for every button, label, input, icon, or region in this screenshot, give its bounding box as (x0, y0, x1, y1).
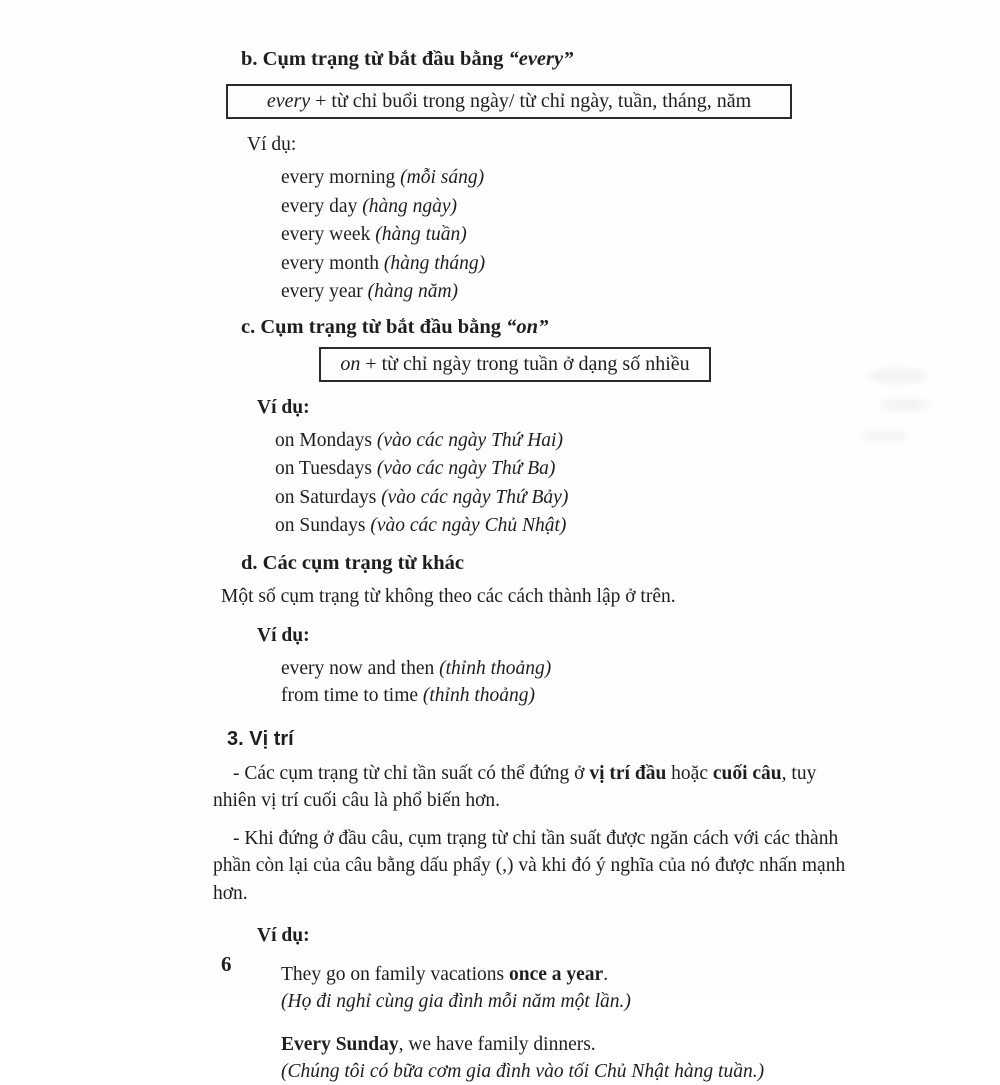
example-en: on Mondays (275, 429, 377, 451)
example-en: every month (281, 252, 384, 274)
list-item (281, 250, 863, 279)
list-item (281, 221, 863, 250)
list-item (275, 512, 863, 541)
sentence-example-1 (281, 961, 863, 1015)
list-item (275, 484, 863, 513)
example-en: every morning (281, 167, 401, 188)
formula-every-rest: + từ chỉ buổi trong ngày/ từ chỉ ngày, tuần, tháng, năm (310, 90, 752, 112)
sentence-vi: (Họ đi nghỉ cùng gia đình mỗi năm một lần.) (281, 991, 631, 1012)
example-en: on Sundays (275, 515, 371, 536)
example-en: on Tuesdays (275, 458, 377, 479)
example-vi: (hàng ngày) (362, 195, 457, 217)
list-item (275, 427, 863, 456)
position-paragraph-1 (213, 760, 863, 815)
sentence-en (281, 1031, 863, 1058)
example-en: every now and then (281, 657, 440, 679)
list-item (281, 193, 863, 222)
example-vi: (hàng tháng) (383, 252, 486, 274)
example-en: every year (281, 281, 368, 302)
sentence-text: They go on family vacations (281, 964, 509, 985)
list-item (281, 164, 863, 193)
example-vi: (vào các ngày Thứ Bảy) (381, 486, 569, 508)
example-label: Ví dụ: (257, 925, 310, 946)
formula-box-every (226, 84, 792, 119)
example-vi: (thỉnh thoảng) (439, 657, 552, 679)
example-list-other (281, 655, 863, 709)
section-b-keyword: “every” (508, 48, 574, 70)
example-en: on Saturdays (275, 486, 382, 508)
example-en: from time to time (281, 684, 423, 706)
formula-every-keyword: every (266, 90, 311, 112)
example-vi: (hàng năm) (367, 281, 459, 302)
sentence-bold: once a year (508, 964, 604, 985)
example-label: Ví dụ: (257, 396, 310, 418)
example-vi: (mỗi sáng) (400, 167, 485, 188)
example-en: every day (281, 195, 363, 217)
sentence-bold: Every Sunday (281, 1034, 399, 1055)
paragraph-text: , tuy nhiên vị trí cuối câu là phổ biến hơn. (213, 762, 817, 811)
example-list-every (281, 164, 863, 307)
example-vi: (hàng tuần) (375, 224, 467, 245)
section-3-heading: 3. Vị trí (227, 727, 294, 750)
example-vi: (thỉnh thoảng) (422, 684, 536, 706)
section-b-heading (241, 46, 863, 72)
formula-box-on (319, 347, 711, 382)
section-d-intro: Một số cụm trạng từ không theo các cách thành lập ở trên. (221, 585, 676, 607)
paragraph-bold: vị trí đầu (589, 762, 667, 784)
section-c-keyword: “on” (506, 315, 549, 338)
list-item (281, 682, 863, 709)
scan-artifact (862, 430, 908, 442)
position-paragraph-2: - Khi đứng ở đầu câu, cụm trạng từ chỉ tần suất được ngăn cách với các thành phần còn lại của câu bằng dấu phẩy (,) và khi đó ý nghĩa của nó được nhấn mạnh hơn. (213, 827, 846, 904)
paragraph-bold: cuối câu (712, 762, 782, 784)
page-number: 6 (221, 952, 232, 976)
sentence-example-2 (281, 1031, 863, 1085)
paragraph-text: hoặc (666, 762, 713, 784)
paragraph-text: - Các cụm trạng từ chỉ tần suất có thể đứng ở (233, 762, 590, 784)
example-vi: (vào các ngày Thứ Ba) (376, 458, 556, 479)
section-d-heading: d. Các cụm trạng từ khác (241, 551, 464, 574)
sentence-text: , we have family dinners. (398, 1034, 596, 1055)
sentence-text: . (603, 964, 609, 985)
scan-artifact (868, 368, 928, 384)
list-item (281, 278, 863, 307)
example-label: Ví dụ: (247, 134, 297, 155)
section-c-heading-text: c. Cụm trạng từ bắt đầu bằng (241, 315, 507, 338)
list-item (275, 455, 863, 484)
list-item (281, 655, 863, 682)
scan-artifact (880, 398, 930, 412)
example-vi: (vào các ngày Thứ Hai) (376, 429, 563, 451)
formula-on-rest: + từ chỉ ngày trong tuần ở dạng số nhiều (360, 352, 690, 375)
example-vi: (vào các ngày Chủ Nhật) (370, 515, 567, 536)
section-c-heading (241, 314, 863, 340)
formula-on-keyword: on (340, 352, 361, 375)
example-list-on (275, 427, 863, 541)
example-label: Ví dụ: (257, 624, 310, 646)
sentence-vi: (Chúng tôi có bữa cơm gia đình vào tối Chủ Nhật hàng tuần.) (281, 1061, 765, 1082)
section-b-heading-text: b. Cụm trạng từ bắt đầu bằng (241, 48, 509, 70)
page-content (213, 46, 863, 1085)
example-en: every week (281, 224, 376, 245)
sentence-en (281, 961, 863, 988)
